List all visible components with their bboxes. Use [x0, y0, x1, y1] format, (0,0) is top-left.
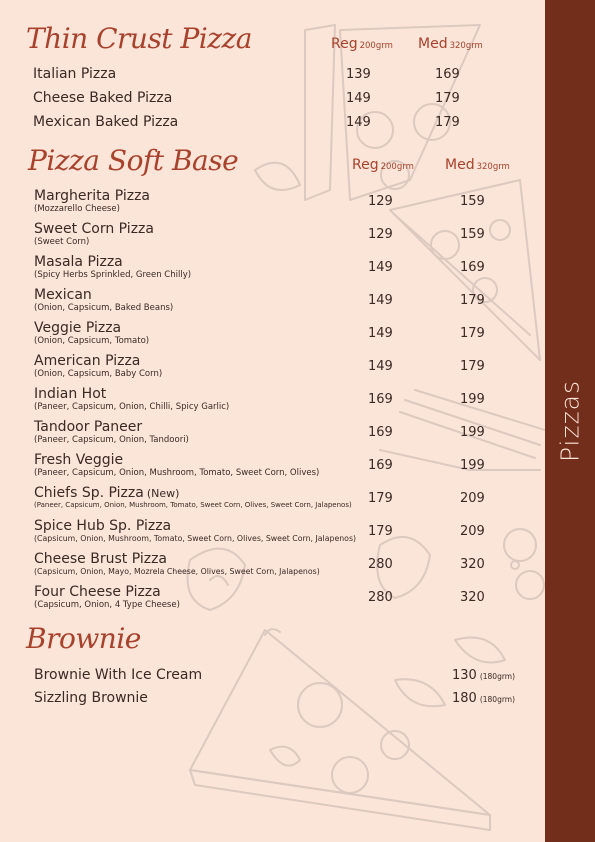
soft-base-reg-header — [352, 157, 414, 173]
reg-price: 280 — [368, 557, 393, 572]
price — [452, 668, 515, 683]
item-description: (Paneer, Capsicum, Onion, Mushroom, Tomato, Sweet Corn, Olives) — [34, 468, 320, 478]
reg-price: 149 — [368, 260, 393, 275]
menu-item — [34, 320, 149, 346]
brownie-heading: Brownie — [26, 622, 141, 655]
item-name: Masala Pizza — [34, 254, 123, 270]
item-description: (Onion, Capsicum, Baked Beans) — [34, 303, 174, 313]
med-price: 159 — [460, 227, 485, 242]
soft-base-heading: Pizza Soft Base — [28, 144, 239, 177]
item-description: (Sweet Corn) — [34, 237, 90, 247]
reg-price: 149 — [346, 91, 371, 106]
item-name: American Pizza — [34, 353, 141, 369]
reg-size: 200grm — [359, 41, 393, 51]
reg-price: 149 — [368, 359, 393, 374]
med-price: 320 — [460, 590, 485, 605]
item-name: Sizzling Brownie — [34, 690, 148, 706]
med-price: 320 — [460, 557, 485, 572]
item-name: Margherita Pizza — [34, 188, 151, 204]
menu-item — [33, 114, 178, 130]
reg-price: 149 — [368, 293, 393, 308]
med-price: 199 — [460, 458, 485, 473]
med-price: 179 — [435, 115, 460, 130]
item-name: Spice Hub Sp. Pizza — [34, 518, 172, 534]
med-label: Med — [418, 36, 448, 52]
reg-price: 129 — [368, 227, 393, 242]
item-description: (Onion, Capsicum, Tomato) — [34, 336, 150, 346]
reg-label: Reg — [331, 36, 358, 52]
item-name — [34, 485, 352, 501]
med-price: 159 — [460, 194, 485, 209]
menu-item — [34, 254, 191, 280]
olive-icon — [504, 529, 544, 599]
item-name: Brownie With Ice Cream — [34, 667, 203, 683]
menu-item — [33, 66, 116, 82]
reg-label: Reg — [352, 157, 379, 173]
item-description: (Mozzarello Cheese) — [34, 204, 120, 214]
item-description: (Capsicum, Onion, Mayo, Mozrela Cheese, Olives, Sweet Corn, Jalapenos) — [34, 567, 320, 576]
item-name: Mexican — [34, 287, 92, 303]
leaf-icon — [395, 679, 445, 706]
price — [452, 691, 515, 706]
reg-price: 129 — [368, 194, 393, 209]
portion-note: (180grm) — [479, 695, 516, 704]
item-name: Indian Hot — [34, 386, 107, 402]
item-description: (Capsicum, Onion, Mushroom, Tomato, Sweet Corn, Olives, Sweet Corn, Jalapenos) — [34, 534, 357, 543]
item-description: (Paneer, Capsicum, Onion, Chilli, Spicy Garlic) — [34, 402, 230, 412]
menu-item — [34, 386, 229, 412]
menu-item — [33, 90, 172, 106]
item-description: (Paneer, Capsicum, Onion, Mushroom, Tomato, Sweet Corn, Olives, Sweet Corn, Jalapenos) — [34, 501, 352, 509]
price-value: 180 — [452, 691, 477, 706]
reg-price: 179 — [368, 491, 393, 506]
med-price: 209 — [460, 491, 485, 506]
item-name: Italian Pizza — [33, 66, 117, 82]
item-description: (Spicy Herbs Sprinkled, Green Chilly) — [34, 270, 192, 280]
item-name: Mexican Baked Pizza — [33, 114, 179, 130]
price-value: 130 — [452, 668, 477, 683]
menu-item — [34, 353, 162, 379]
item-name: Veggie Pizza — [34, 320, 122, 336]
med-size: 320grm — [449, 41, 483, 51]
menu-item — [34, 188, 150, 214]
item-name: Cheese Brust Pizza — [34, 551, 167, 567]
reg-price: 139 — [346, 67, 371, 82]
menu-item — [34, 419, 189, 445]
med-size: 320grm — [476, 162, 510, 172]
reg-price: 149 — [368, 326, 393, 341]
item-name: Tandoor Paneer — [34, 419, 143, 435]
item-description: (Paneer, Capsicum, Onion, Tandoori) — [34, 435, 189, 445]
menu-item — [34, 287, 173, 313]
item-name: Cheese Baked Pizza — [33, 90, 173, 106]
thin-crust-med-header — [418, 36, 483, 52]
med-label: Med — [445, 157, 475, 173]
reg-price: 169 — [368, 425, 393, 440]
med-price: 179 — [460, 326, 485, 341]
menu-item — [34, 551, 320, 576]
item-name: Four Cheese Pizza — [34, 584, 161, 600]
med-price: 199 — [460, 392, 485, 407]
portion-note: (180grm) — [479, 672, 516, 681]
pizza-slice-icon — [190, 629, 490, 830]
reg-price: 169 — [368, 392, 393, 407]
reg-price: 149 — [346, 115, 371, 130]
med-price: 179 — [460, 359, 485, 374]
menu-item — [34, 221, 154, 247]
thin-crust-heading: Thin Crust Pizza — [26, 22, 252, 55]
med-price: 169 — [435, 67, 460, 82]
menu-item — [34, 584, 180, 610]
leaf-icon — [455, 638, 505, 663]
reg-price: 179 — [368, 524, 393, 539]
thin-crust-reg-header — [331, 36, 393, 52]
item-name: Fresh Veggie — [34, 452, 124, 468]
menu-item — [34, 667, 202, 683]
reg-size: 200grm — [380, 162, 414, 172]
reg-price: 280 — [368, 590, 393, 605]
med-price: 199 — [460, 425, 485, 440]
med-price: 179 — [460, 293, 485, 308]
med-price: 179 — [435, 91, 460, 106]
new-tag: (New) — [146, 487, 180, 500]
item-name-text: Chiefs Sp. Pizza — [34, 485, 144, 501]
med-price: 169 — [460, 260, 485, 275]
menu-item — [34, 485, 352, 509]
menu-item — [34, 452, 319, 478]
item-description: (Onion, Capsicum, Baby Corn) — [34, 369, 163, 379]
leaf-icon — [255, 163, 300, 190]
menu-item — [34, 690, 148, 706]
soft-base-med-header — [445, 157, 510, 173]
item-description: (Capsicum, Onion, 4 Type Cheese) — [34, 600, 180, 610]
item-name: Sweet Corn Pizza — [34, 221, 154, 237]
menu-item — [34, 518, 356, 543]
reg-price: 169 — [368, 458, 393, 473]
med-price: 209 — [460, 524, 485, 539]
category-label: Pizzas — [555, 379, 585, 463]
